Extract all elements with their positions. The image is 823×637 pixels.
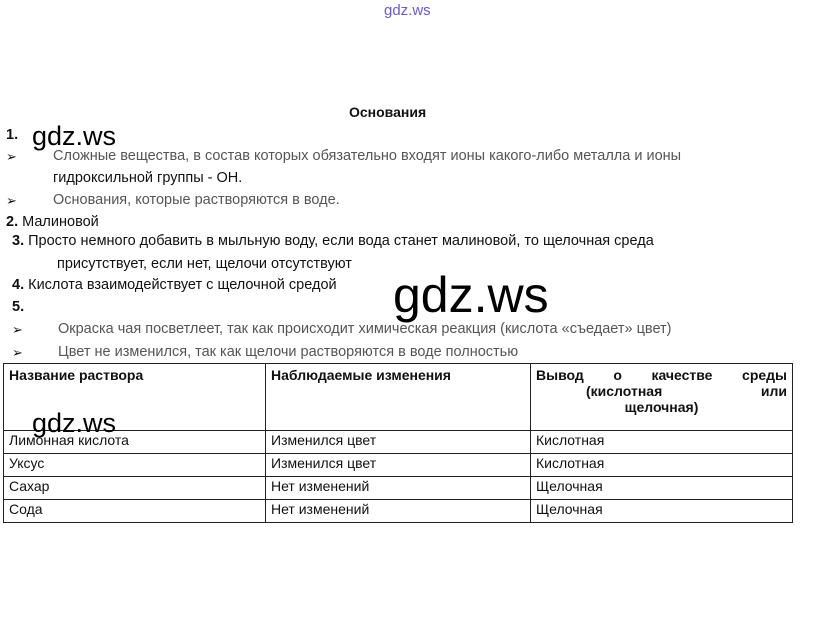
table-row: [4, 500, 793, 523]
cell-name: Лимонная кислота: [4, 431, 266, 454]
cell-conclusion: Кислотная: [531, 431, 793, 454]
header-conclusion-word2: о: [613, 367, 622, 383]
item-2-text: Малиновой: [22, 214, 99, 230]
header-conclusion-word4: среды: [742, 367, 787, 383]
cell-name: Сода: [4, 500, 266, 523]
watermark-1: gdz.ws: [32, 121, 117, 151]
item-5-number: 5.: [12, 299, 25, 315]
item-4: [12, 277, 337, 293]
watermark-2: gdz.ws: [393, 267, 549, 323]
item-3-number: 3.: [12, 233, 25, 249]
item-3-text-a: Просто немного добавить в мыльную воду, если вода станет малиновой, то щелочная среда: [28, 233, 654, 249]
watermark-top: gdz.ws: [384, 2, 431, 19]
bullet-arrow-icon: ➢: [6, 193, 17, 208]
item-5-text-a: Окраска чая посветлеет, так как происходит химическая реакция (кислота «съедает» цвет): [58, 321, 672, 337]
header-conclusion-line3: щелочная): [624, 399, 699, 415]
cell-name: Уксус: [4, 454, 266, 477]
table-row: [4, 431, 793, 454]
cell-name: Сахар: [4, 477, 266, 500]
item-5-text-b: Цвет не изменился, так как щелочи растворяются в воде полностью: [58, 344, 519, 360]
results-table: [3, 363, 793, 523]
header-conclusion-word6: или: [760, 383, 787, 399]
cell-changes: Нет изменений: [266, 477, 531, 500]
header-conclusion-line1: [536, 367, 787, 383]
item-4-number: 4.: [12, 277, 25, 293]
cell-conclusion: Кислотная: [531, 454, 793, 477]
item-3: [12, 233, 654, 249]
cell-conclusion: Щелочная: [531, 477, 793, 500]
item-2: [6, 214, 99, 230]
header-conclusion-word5: (кислотная: [586, 383, 663, 399]
table-row: [4, 454, 793, 477]
bullet-arrow-icon: ➢: [6, 149, 17, 164]
header-conclusion-word1: Вывод: [536, 367, 584, 383]
header-changes: Наблюдаемые изменения: [266, 364, 531, 431]
page-title: Основания: [349, 104, 427, 120]
bullet-arrow-icon: ➢: [12, 322, 23, 337]
item-4-text: Кислота взаимодействует с щелочной средой: [28, 277, 337, 293]
cell-conclusion: Щелочная: [531, 500, 793, 523]
header-conclusion: [531, 364, 793, 431]
bullet-arrow-icon: ➢: [12, 345, 23, 360]
item-3-text-b: присутствует, если нет, щелочи отсутствуют: [57, 256, 352, 272]
table-row: [4, 477, 793, 500]
cell-changes: Изменился цвет: [266, 454, 531, 477]
item-1-text-c: Основания, которые растворяются в воде.: [53, 192, 340, 208]
watermark-3: gdz.ws: [32, 408, 117, 438]
item-2-number: 2.: [6, 214, 19, 230]
header-conclusion-word3: качестве: [651, 367, 713, 383]
header-name: Название раствора: [4, 364, 266, 431]
item-1-number: 1.: [6, 127, 19, 143]
cell-changes: Изменился цвет: [266, 431, 531, 454]
item-1-text-a: Сложные вещества, в состав которых обязательно входят ионы какого-либо металла и ионы: [53, 148, 682, 164]
cell-changes: Нет изменений: [266, 500, 531, 523]
header-conclusion-line2: [536, 383, 787, 399]
table-header-row: [4, 364, 793, 431]
item-1-text-b: гидроксильной группы - OH.: [53, 170, 243, 186]
